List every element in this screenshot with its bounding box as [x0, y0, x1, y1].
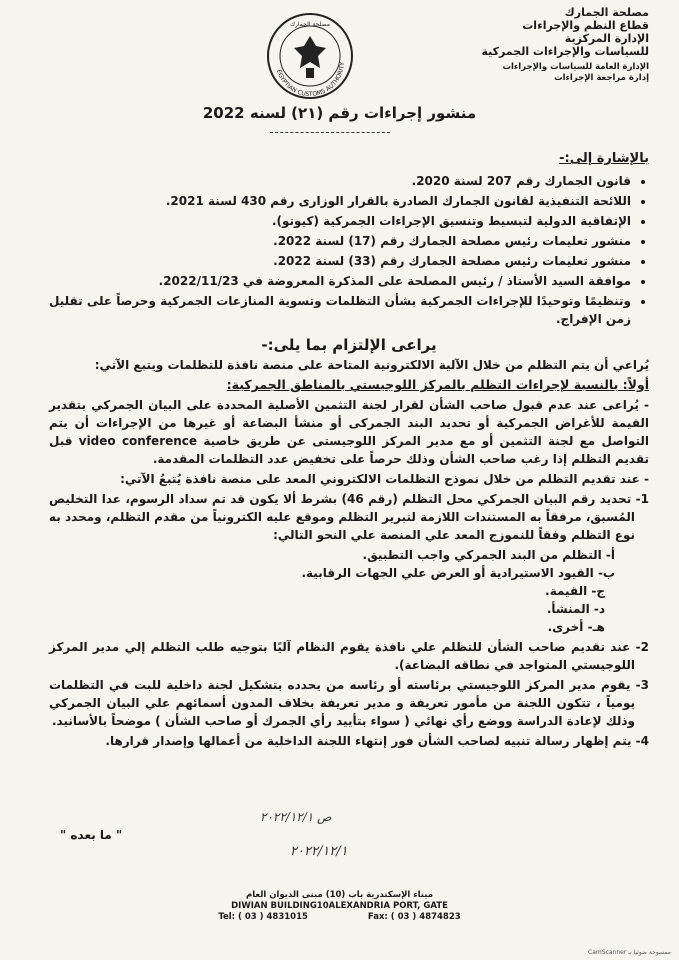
footer: [0, 890, 679, 923]
handwritten-date: ٢٠٢٢/١٢/١: [290, 844, 348, 859]
numbered-item: 4- يتم إظهار رسالة تنبيه لصاحب الشأن فور إنتهاء اللجنة الداخلية من أعمالها وإصدار قرارها.: [105, 734, 649, 748]
sub-item: أ- التظلم من البند الجمركي واجب التطبيق.: [362, 548, 615, 562]
list-item: • اللائحة التنفيذية لقانون الجمارك الصادرة بالقرار الوزارى رقم 430 لسنة 2021.: [49, 192, 631, 210]
letterhead-subline: الإدارة العامة للسياسات والإجراءات: [502, 62, 649, 72]
letterhead: [449, 6, 649, 84]
references-heading: بالإشارة إلى:-: [559, 151, 649, 166]
sub-item: ج- القيمة.: [545, 584, 605, 598]
sub-item: د- المنشأ.: [546, 602, 605, 616]
scanner-watermark: CamScanner ممسوحة ضوئيا بـ: [588, 949, 671, 956]
list-item: • منشور تعليمات رئيس مصلحة الجمارك رقم (33) لسنة 2022.: [49, 252, 631, 270]
paragraph: - يُراعى عند عدم قبول صاحب الشأن لقرار لجنة التثمين الأصلية المحددة على البيان الجمركي بتقدير القيمة للأغراض الجمركية أو تحديد البند الجمركى أو منشأ البضاعة أو غيرها من الإجراءات أن يتم التواصل مع لجنة التثمين أو مع مدير المركز اللوجيستى عن طريق خاصية video conference قبل تقديم التظلم إذا رغب صاحب الشأن وذلك حرصاً على تخفيض عدد التظلمات المقدمة.: [49, 398, 649, 466]
sub-item: ب- القيود الاستيرادية أو العرض علي الجهات الرقابية.: [301, 566, 615, 580]
compliance-heading: يراعى الإلتزام بما يلى:-: [261, 336, 437, 354]
section-heading: أولاً: بالنسبة لإجراءات التظلم بالمركز اللوجيستي بالمناطق الجمركية:: [226, 377, 649, 392]
footer-address-ar: ميناء الإسكندرية باب (10) مبنى الديوان العام: [245, 890, 434, 900]
numbered-item: 2- عند تقديم صاحب الشأن للتظلم علي نافذة يقوم النظام آليًا بتوجيه طلب التظلم إلي مدير المركز اللوجيستي المتواجد في نطاقه البضاعة).: [49, 640, 649, 672]
letterhead-line: للسياسات والإجراءات الجمركية: [481, 45, 649, 58]
numbered-item: 3- يقوم مدير المركز اللوجيستي برئاسته أو رئاسه من يحدده بتشكيل لجنة داخلية للبت في التظلمات يومياً ، تتكون اللجنة من مأمور تعريفة و مدير تعريفة بخلاف المدون أسمائهم علي البيان الجمركي وذلك لإعادة الدراسة ووضع رأي نهائي ( سواء بتأييد رأي الجمرك أو صاحب الشأن ) موضحاً بالأسانيد.: [49, 678, 649, 728]
letterhead-subline: إدارة مراجعة الإجراءات: [554, 73, 649, 83]
sub-item: هـ- أخرى.: [547, 620, 605, 634]
document-title: منشور إجراءات رقم (٢١) لسنه 2022: [202, 104, 477, 122]
svg-text:EGYPTIAN CUSTOMS AUTHORITY: EGYPTIAN CUSTOMS AUTHORITY: [275, 61, 347, 99]
letterhead-line: قطاع النظم والإجراءات: [522, 19, 649, 32]
list-item: • الإتفاقية الدولية لتبسيط وتنسيق الإجراءات الجمركية (كيوتو).: [49, 212, 631, 230]
document-body: [49, 148, 649, 752]
list-item: • منشور تعليمات رئيس مصلحة الجمارك رقم (17) لسنة 2022.: [49, 232, 631, 250]
footer-address-en: DIWIAN BUILDING10ALEXANDRIA PORT, GATE: [231, 901, 448, 911]
continued-note: " ما بعده ": [60, 828, 123, 842]
list-item: • قانون الجمارك رقم 207 لسنة 2020.: [49, 172, 631, 190]
handwritten-date: ص ٢٠٢٢/١٢/١: [260, 810, 332, 824]
numbered-item: 1- تحديد رقم البيان الجمركي محل التظلم (رقم 46) بشرط ألا يكون قد تم سداد الرسوم، عدا التخليص المُسبق، مرفقاً به المستندات اللازمة لتبرير التظلم وموقع عليه الكترونياً من مقدم التظلم، ومحدد به نوع التظلم وفقاً للنموزج المعد علي المنصة علي النحو التالي:: [49, 492, 649, 542]
list-item: • موافقة السيد الأستاذ / رئيس المصلحة على المذكرة المعروضة في 2022/11/23.: [49, 272, 631, 290]
title-underline: [270, 132, 390, 133]
customs-logo: [266, 12, 354, 100]
letterhead-line: الإدارة المركزية: [564, 32, 649, 45]
svg-text:مصلحة الجمارك: مصلحة الجمارك: [290, 21, 330, 28]
list-item: • وتنظيمًا وتوحيدًا للإجراءات الجمركية بشأن التظلمات وتسوية المنازعات الجمركية وحرصاً على تقليل زمن الإفراج.: [49, 292, 631, 328]
footer-tel: Tel: ( 03 ) 4831015: [218, 912, 308, 922]
letterhead-line: مصلحة الجمارك: [564, 6, 649, 19]
intro-text: يُراعي أن يتم التظلم من خلال الآلية الالكترونية المتاحة على منصة نافذة للتظلمات ويتبع الآتي:: [94, 358, 649, 372]
footer-fax: Fax: ( 03 ) 4874823: [367, 912, 461, 922]
paragraph: - عند تقديم التظلم من خلال نموذج التظلمات الالكتروني المعد على منصة نافذة يُتبعُ الآتي:: [120, 472, 649, 486]
references-list: [49, 172, 649, 328]
